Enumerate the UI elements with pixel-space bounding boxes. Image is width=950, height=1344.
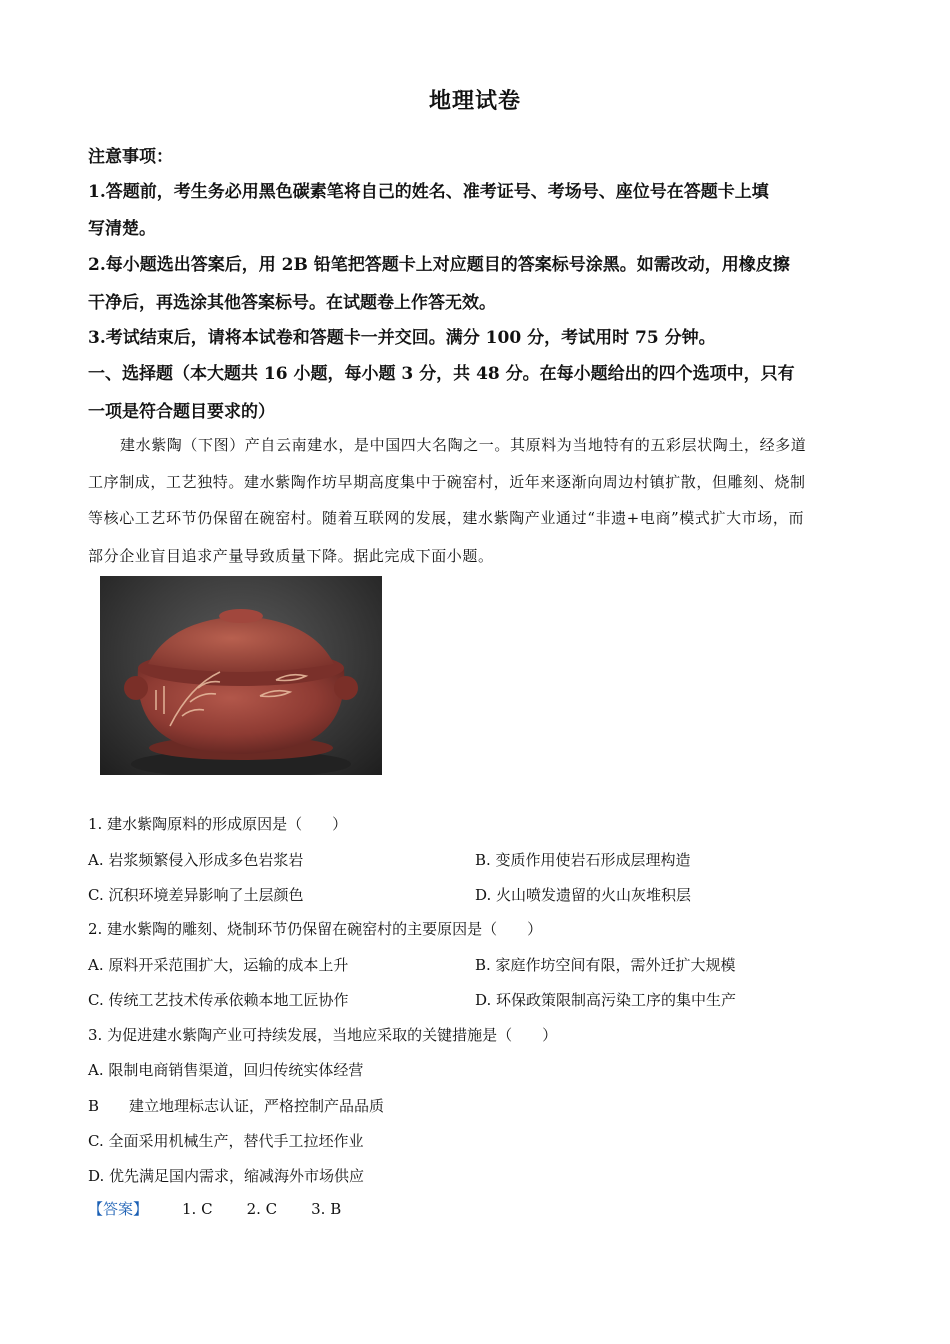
- question-3-stem: 3. 为促进建水紫陶产业可持续发展，当地应采取的关键措施是（ ）: [88, 1026, 558, 1044]
- question-1-option-a[interactable]: A. 岩浆频繁侵入形成多色岩浆岩: [88, 851, 304, 869]
- passage-line: 工序制成，工艺独特。建水紫陶作坊早期高度集中于碗窑村，近年来逐渐向周边村镇扩散，但雕刻、烧制: [88, 473, 806, 491]
- question-3-option-d[interactable]: D. 优先满足国内需求，缩减海外市场供应: [88, 1167, 365, 1185]
- notice-line: 3.考试结束后，请将本试卷和答题卡一并交回。满分 100 分，考试用时 75 分钟。: [88, 328, 716, 348]
- question-2-option-d[interactable]: D. 环保政策限制高污染工序的集中生产: [475, 991, 737, 1009]
- section-heading: 一项是符合题目要求的）: [88, 402, 275, 422]
- notice-line: 写清楚。: [88, 219, 156, 239]
- answer-line: [88, 1198, 341, 1219]
- question-2-option-c[interactable]: C. 传统工艺技术传承依赖本地工匠协作: [88, 991, 349, 1009]
- notice-line: 干净后，再选涂其他答案标号。在试题卷上作答无效。: [88, 293, 496, 313]
- notice-line: 1.答题前，考生务必用黑色碳素笔将自己的姓名、准考证号、考场号、座位号在答题卡上填: [88, 182, 769, 202]
- passage-line: 建水紫陶（下图）产自云南建水，是中国四大名陶之一。其原料为当地特有的五彩层状陶土，经多道: [120, 436, 807, 454]
- section-heading: 一、选择题（本大题共 16 小题，每小题 3 分，共 48 分。在每小题给出的四个选项中，只有: [88, 364, 795, 384]
- passage-line: 等核心工艺环节仍保留在碗窑村。随着互联网的发展，建水紫陶产业通过“非遗+电商”模式扩大市场，而: [88, 509, 805, 527]
- notice-line: 2.每小题选出答案后，用 2B 铅笔把答题卡上对应题目的答案标号涂黑。如需改动，用橡皮擦: [88, 255, 790, 275]
- question-2-option-b[interactable]: B. 家庭作坊空间有限，需外迁扩大规模: [475, 956, 736, 974]
- question-3-option-a[interactable]: A. 限制电商销售渠道，回归传统实体经营: [88, 1061, 364, 1079]
- answer-item: 1. C: [182, 1200, 213, 1218]
- question-1-stem: 1. 建水紫陶原料的形成原因是（ ）: [88, 815, 348, 833]
- question-3-option-c[interactable]: C. 全面采用机械生产，替代手工拉坯作业: [88, 1132, 364, 1150]
- question-1-option-d[interactable]: D. 火山喷发遗留的火山灰堆积层: [475, 886, 692, 904]
- question-1-option-b[interactable]: B. 变质作用使岩石形成层理构造: [475, 851, 691, 869]
- zitao-pot-photo: [100, 576, 382, 775]
- answer-tag: 【答案】: [88, 1200, 149, 1218]
- answer-item: 3. B: [311, 1200, 342, 1218]
- page-title: 地理试卷: [428, 88, 521, 114]
- pot-illustration: [100, 576, 382, 775]
- question-2-option-a[interactable]: A. 原料开采范围扩大，运输的成本上升: [88, 956, 349, 974]
- passage-line: 部分企业盲目追求产量导致质量下降。据此完成下面小题。: [88, 547, 494, 565]
- question-2-stem: 2. 建水紫陶的雕刻、烧制环节仍保留在碗窑村的主要原因是（ ）: [88, 920, 543, 938]
- answer-item: 2. C: [246, 1200, 278, 1218]
- question-3-option-b[interactable]: B 建立地理标志认证，严格控制产品品质: [88, 1097, 385, 1115]
- notice-heading: 注意事项：: [88, 147, 173, 167]
- question-1-option-c[interactable]: C. 沉积环境差异影响了土层颜色: [88, 886, 304, 904]
